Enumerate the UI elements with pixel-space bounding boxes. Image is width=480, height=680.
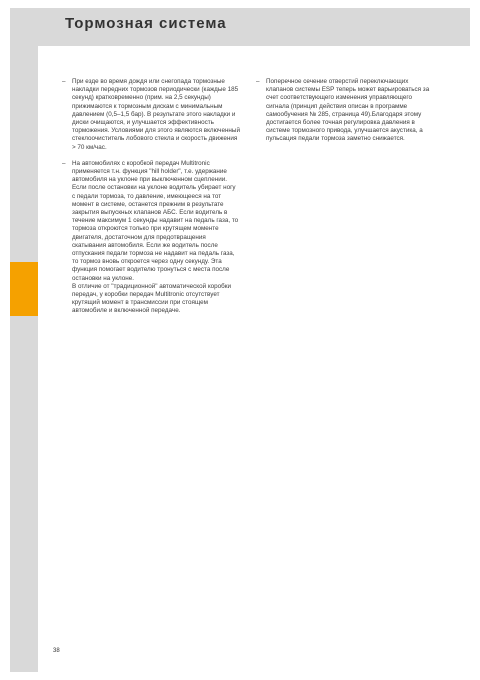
dash-marker: – [62,78,66,85]
bullet-paragraph [62,160,240,316]
left-text-column [62,78,240,324]
bullet-paragraph [62,78,240,152]
paragraph-text: Поперечное сечение отверстий переключающих клапанов системы ESP теперь может варьироваться за счет соответствующего изменения управляющего сигнала (принцип действия описан в программе самообучения № 285, страница 49).Благодаря этому достигается более точная регулировка давления в системе тормозного привода, улучшается акустика, а пульсация педали тормоза заметно снижается. [266,78,430,143]
right-text-column [256,78,436,152]
header-band [10,8,470,46]
page-title: Тормозная система [65,15,227,32]
paragraph-text: При езде во время дождя или снегопада тормозные накладки передних тормозов периодически (каждые 185 секунд) кратковременно (прим. на 2,5 секунды) прижимаются к тормозным дискам с минимальным давлением (0,5–1,5 бар). В результате этого накладки и диски очищаются, и улучшается эффективность торможения. Условиями для этого являются включенный стеклоочиститель лобового стекла и скорость движения > 70 км/час. [72,78,240,151]
page-number: 38 [53,648,60,654]
bullet-paragraph [256,78,436,144]
dash-marker: – [62,159,66,167]
left-margin-strip [10,46,38,672]
dash-marker: – [256,78,260,85]
section-marker-tab [10,262,38,316]
paragraph-text: На автомобилях с коробкой передач Multitronic применяется т.н. функция "hill holder", т.е. удержание автомобиля на уклоне при выключенном сцеплении. Если после остановки на уклоне водитель убирает ногу с педали тормоза, то давление, имеющееся на тот момент в системе, останется прежним в результате закрытия выпускных клапанов АБС. Если водитель в течение максимум 1 секунды надавит на педаль газа, то тормоза откроются только при крутящем моменте двигателя, достаточном для предотвращения скатывания автомобиля. Если же водитель после отпускания педали тормоза не надавит на педаль газа, то тормоз вновь откроется через одну секунду. Эта функция помогает водителю тронуться с места после остановки на уклоне. В отличие от "традиционной" автоматической коробки передач, у коробки передач Multitronic отсутствует крутящий момент в трансмиссии при стоящем автомобиле и включенной передаче. [72,159,239,315]
